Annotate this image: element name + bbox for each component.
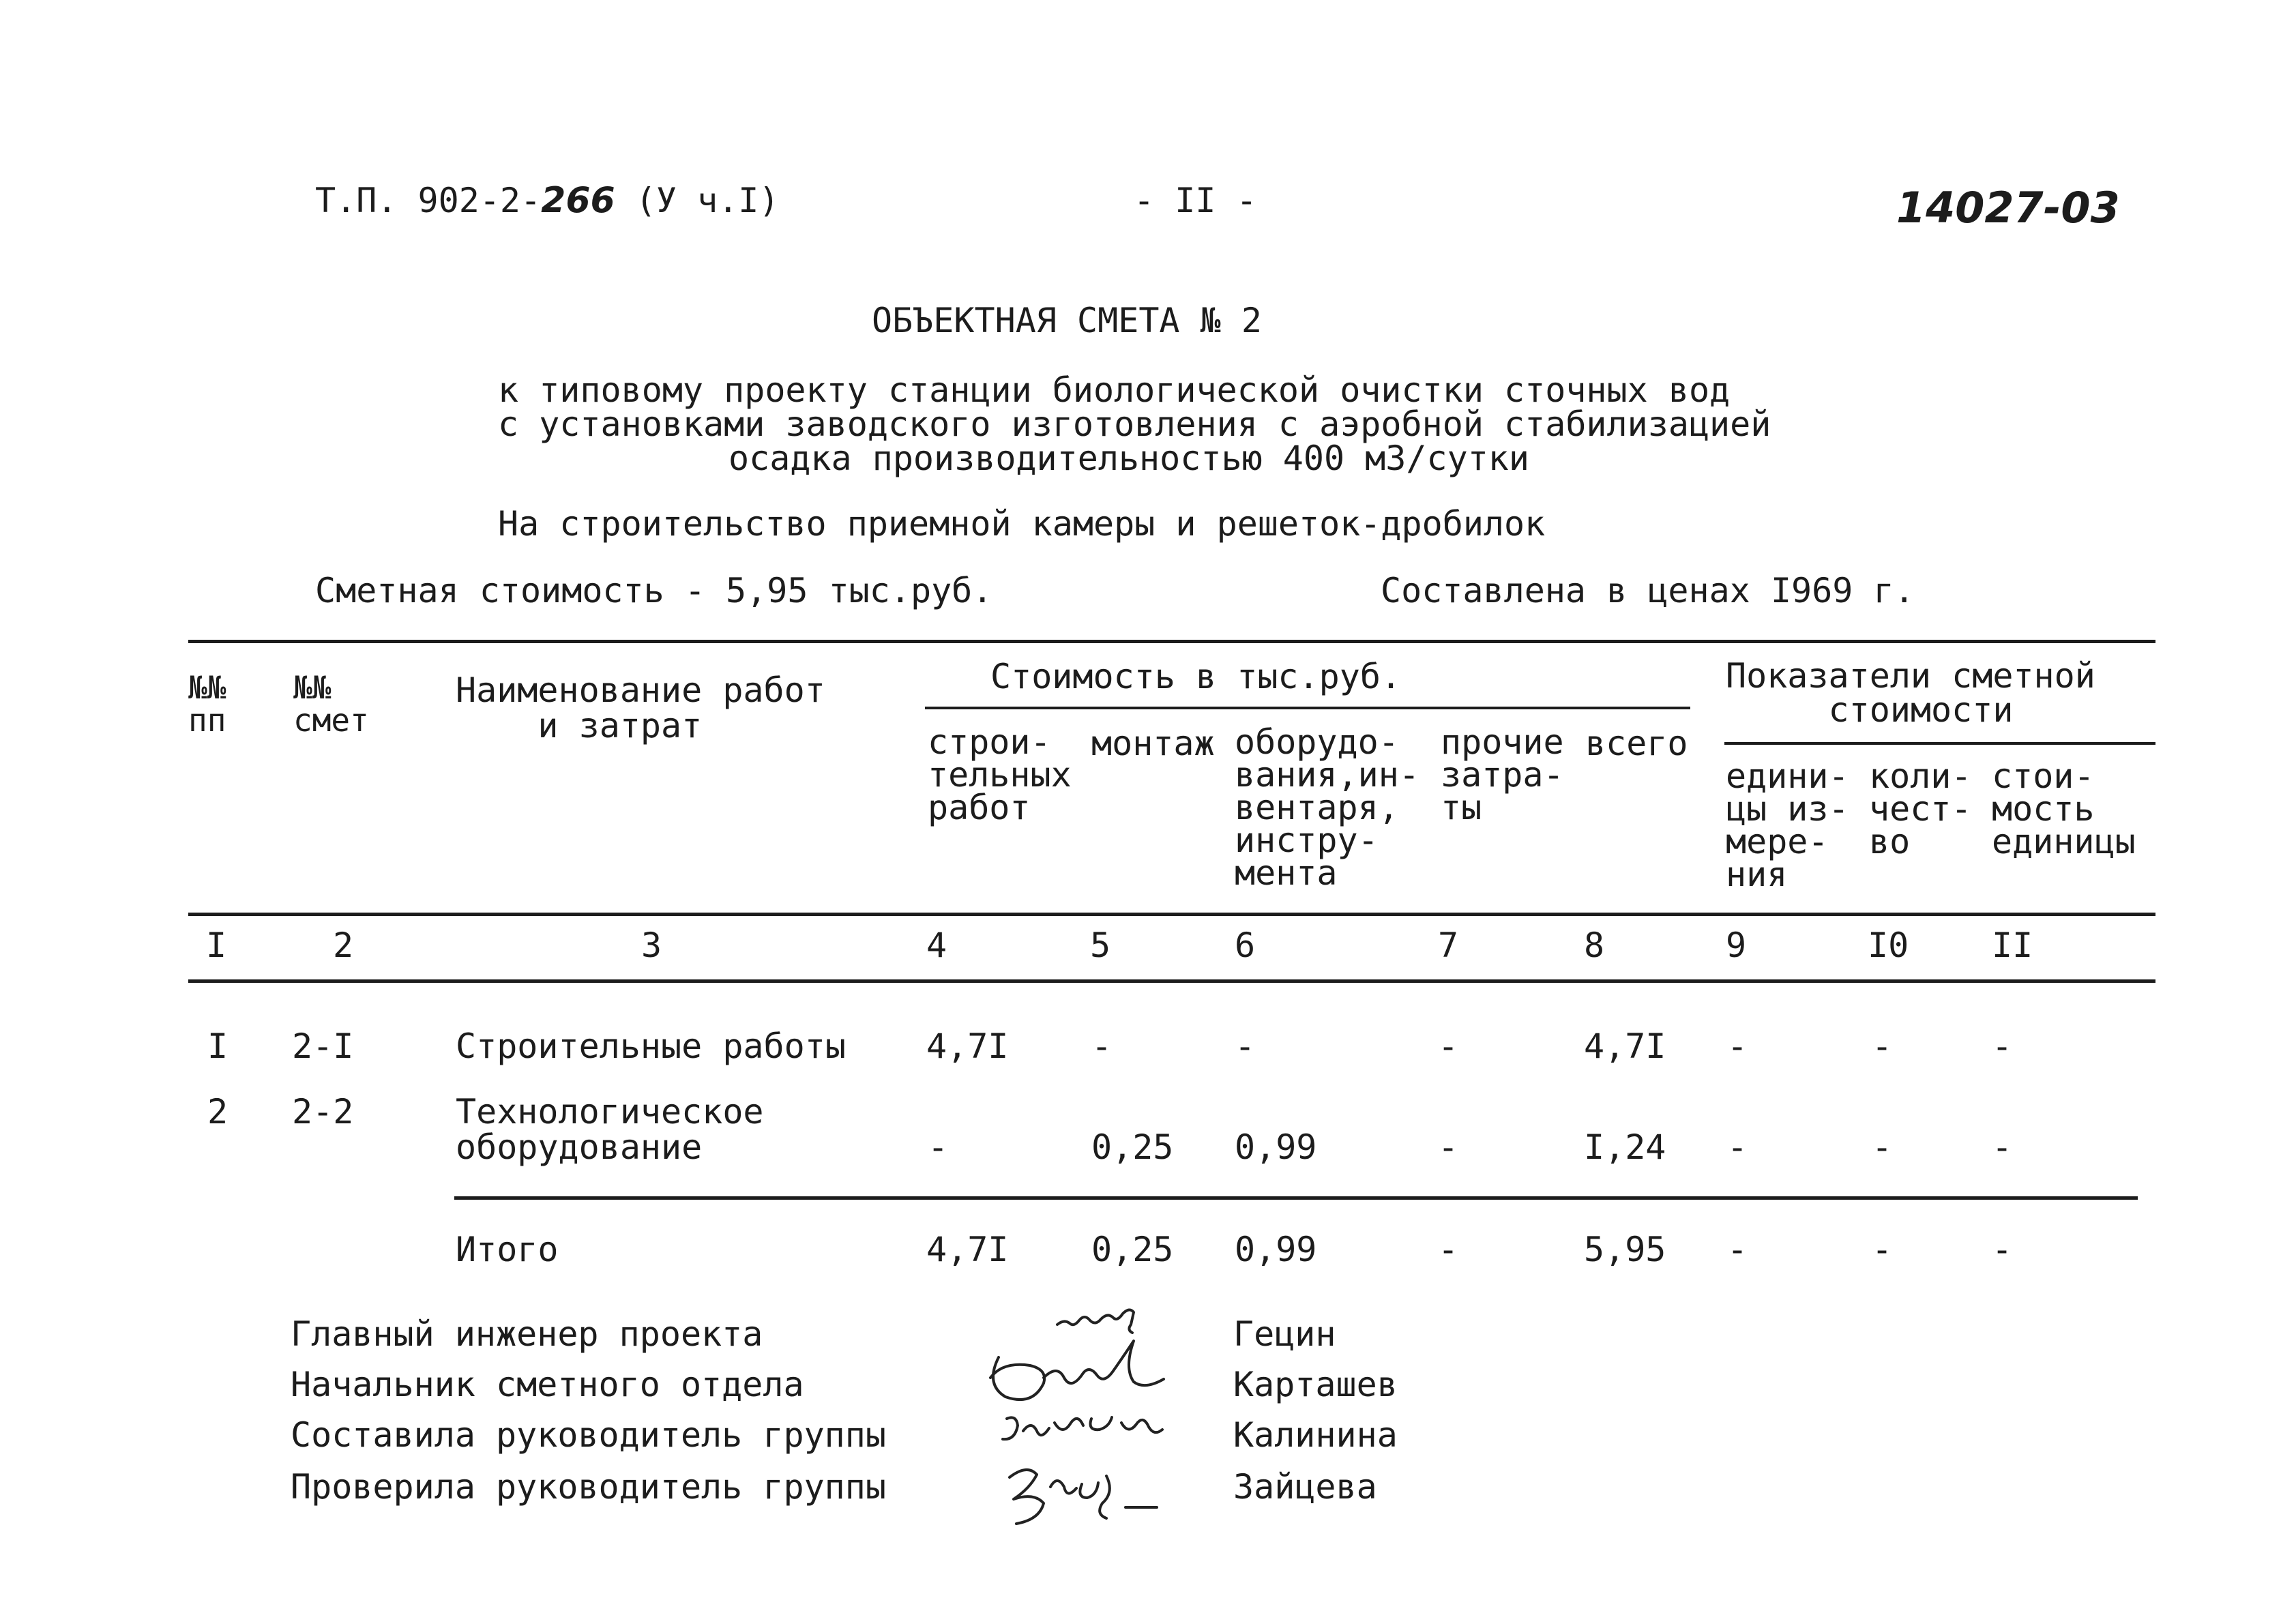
cost-group-rule <box>925 707 1690 709</box>
total-unit-cost: - <box>1992 1230 2013 1269</box>
cell-quantity: - <box>1872 1026 1893 1066</box>
cell-unit-cost: - <box>1992 1026 2013 1066</box>
total-unit: - <box>1727 1230 1748 1269</box>
header-bottom-rule <box>188 913 2155 916</box>
column-number: 8 <box>1584 926 1605 965</box>
total-other: - <box>1438 1230 1459 1269</box>
column-numbers-rule <box>188 979 2155 983</box>
header-total: всего <box>1585 724 1688 763</box>
column-number: 6 <box>1235 926 1256 965</box>
header-construction: строи- тельных работ <box>928 722 1072 827</box>
total-sum: 5,95 <box>1584 1230 1666 1269</box>
total-equipment: 0,99 <box>1235 1230 1317 1269</box>
sheet-code: 14027-03 <box>1896 183 2120 233</box>
cell-equipment: - <box>1235 1026 1256 1066</box>
cell-estimate-number: 2-I <box>292 1026 354 1066</box>
cell-unit: - <box>1727 1127 1748 1167</box>
page-number: - II - <box>1134 181 1257 220</box>
header-unit-cost: стои- мость единицы <box>1992 756 2136 861</box>
column-number: 7 <box>1438 926 1459 965</box>
cell-installation: - <box>1091 1026 1113 1066</box>
cell-other: - <box>1438 1026 1459 1066</box>
column-number: 5 <box>1090 926 1111 965</box>
header-quantity: коли- чест- во <box>1869 756 1972 861</box>
signatory-role: Начальник сметного отдела <box>291 1365 804 1404</box>
cell-other: - <box>1438 1127 1459 1167</box>
signatory-name: Карташев <box>1233 1365 1398 1404</box>
signature-scribbles <box>955 1282 1241 1555</box>
cell-total: 4,7I <box>1584 1026 1666 1066</box>
cell-construction: 4,7I <box>926 1026 1009 1066</box>
cell-unit: - <box>1727 1026 1748 1066</box>
column-number: 4 <box>926 926 947 965</box>
cell-work-name: Технологическое оборудование <box>456 1092 764 1167</box>
document-code <box>315 180 780 221</box>
cell-work-name: Строительные работы <box>456 1026 846 1066</box>
signatory-name: Калинина <box>1233 1415 1398 1455</box>
header-equipment: оборудо- вания,ин- вентаря, инстру- мента <box>1235 722 1419 893</box>
total-quantity: - <box>1872 1230 1893 1269</box>
document-code-handwritten: 266 <box>541 180 615 221</box>
header-work-name: Наименование работ и затрат <box>456 670 825 745</box>
header-indicators-group: Показатели сметной стоимости <box>1726 656 2095 730</box>
title-line-2: с установками заводского изготовления с аэробной стабилизацией <box>498 404 1771 444</box>
cell-total: I,24 <box>1584 1127 1666 1167</box>
table-top-rule <box>188 640 2155 643</box>
signature-2 <box>990 1341 1164 1400</box>
cell-unit-cost: - <box>1992 1127 2013 1167</box>
document-code-suffix: (У ч.I) <box>635 181 780 220</box>
cell-row-number: 2 <box>207 1092 229 1132</box>
signature-1 <box>1057 1310 1134 1333</box>
cell-equipment: 0,99 <box>1235 1127 1317 1167</box>
header-estimate-number: №№ смет <box>293 669 369 739</box>
total-label: Итого <box>456 1230 559 1269</box>
signatory-name: Гецин <box>1233 1314 1336 1354</box>
signatory-role: Проверила руководитель группы <box>291 1467 886 1507</box>
column-number: 3 <box>641 926 662 965</box>
title-line-3: осадка производительностью 400 м3/сутки <box>728 439 1529 478</box>
header-cost-group: Стоимость в тыс.руб. <box>990 657 1402 696</box>
document-code-prefix: Т.П. 902-2- <box>315 181 542 220</box>
column-number: 2 <box>333 926 354 965</box>
cell-quantity: - <box>1872 1127 1893 1167</box>
header-unit: едини- цы из- мере- ния <box>1726 756 1849 894</box>
column-number: II <box>1992 926 2033 965</box>
header-other: прочие затра- ты <box>1441 722 1564 827</box>
signatory-role: Составила руководитель группы <box>291 1415 886 1455</box>
estimate-title: ОБЪЕКТНАЯ СМЕТА № 2 <box>872 301 1262 340</box>
signature-4 <box>1010 1470 1157 1524</box>
signatory-role: Главный инженер проекта <box>291 1314 763 1354</box>
cell-estimate-number: 2-2 <box>292 1092 354 1132</box>
column-number: 9 <box>1726 926 1747 965</box>
cell-row-number: I <box>207 1026 229 1066</box>
signature-3 <box>1003 1417 1162 1439</box>
header-installation: монтаж <box>1091 724 1215 763</box>
estimate-subtitle: На строительство приемной камеры и решеток-дробилок <box>498 504 1546 544</box>
cell-construction: - <box>928 1127 949 1167</box>
title-line-1: к типовому проекту станции биологической очистки сточных вод <box>498 370 1731 410</box>
indicators-group-rule <box>1724 742 2155 745</box>
cell-installation: 0,25 <box>1091 1127 1174 1167</box>
estimated-cost: Сметная стоимость - 5,95 тыс.руб. <box>315 571 993 610</box>
total-rule <box>454 1196 2138 1200</box>
column-number: I <box>206 926 227 965</box>
signatory-name: Зайцева <box>1233 1467 1377 1507</box>
total-installation: 0,25 <box>1091 1230 1174 1269</box>
price-basis: Составлена в ценах I969 г. <box>1381 571 1915 610</box>
column-number: I0 <box>1868 926 1909 965</box>
total-construction: 4,7I <box>926 1230 1009 1269</box>
header-row-number: №№ пп <box>188 669 226 739</box>
